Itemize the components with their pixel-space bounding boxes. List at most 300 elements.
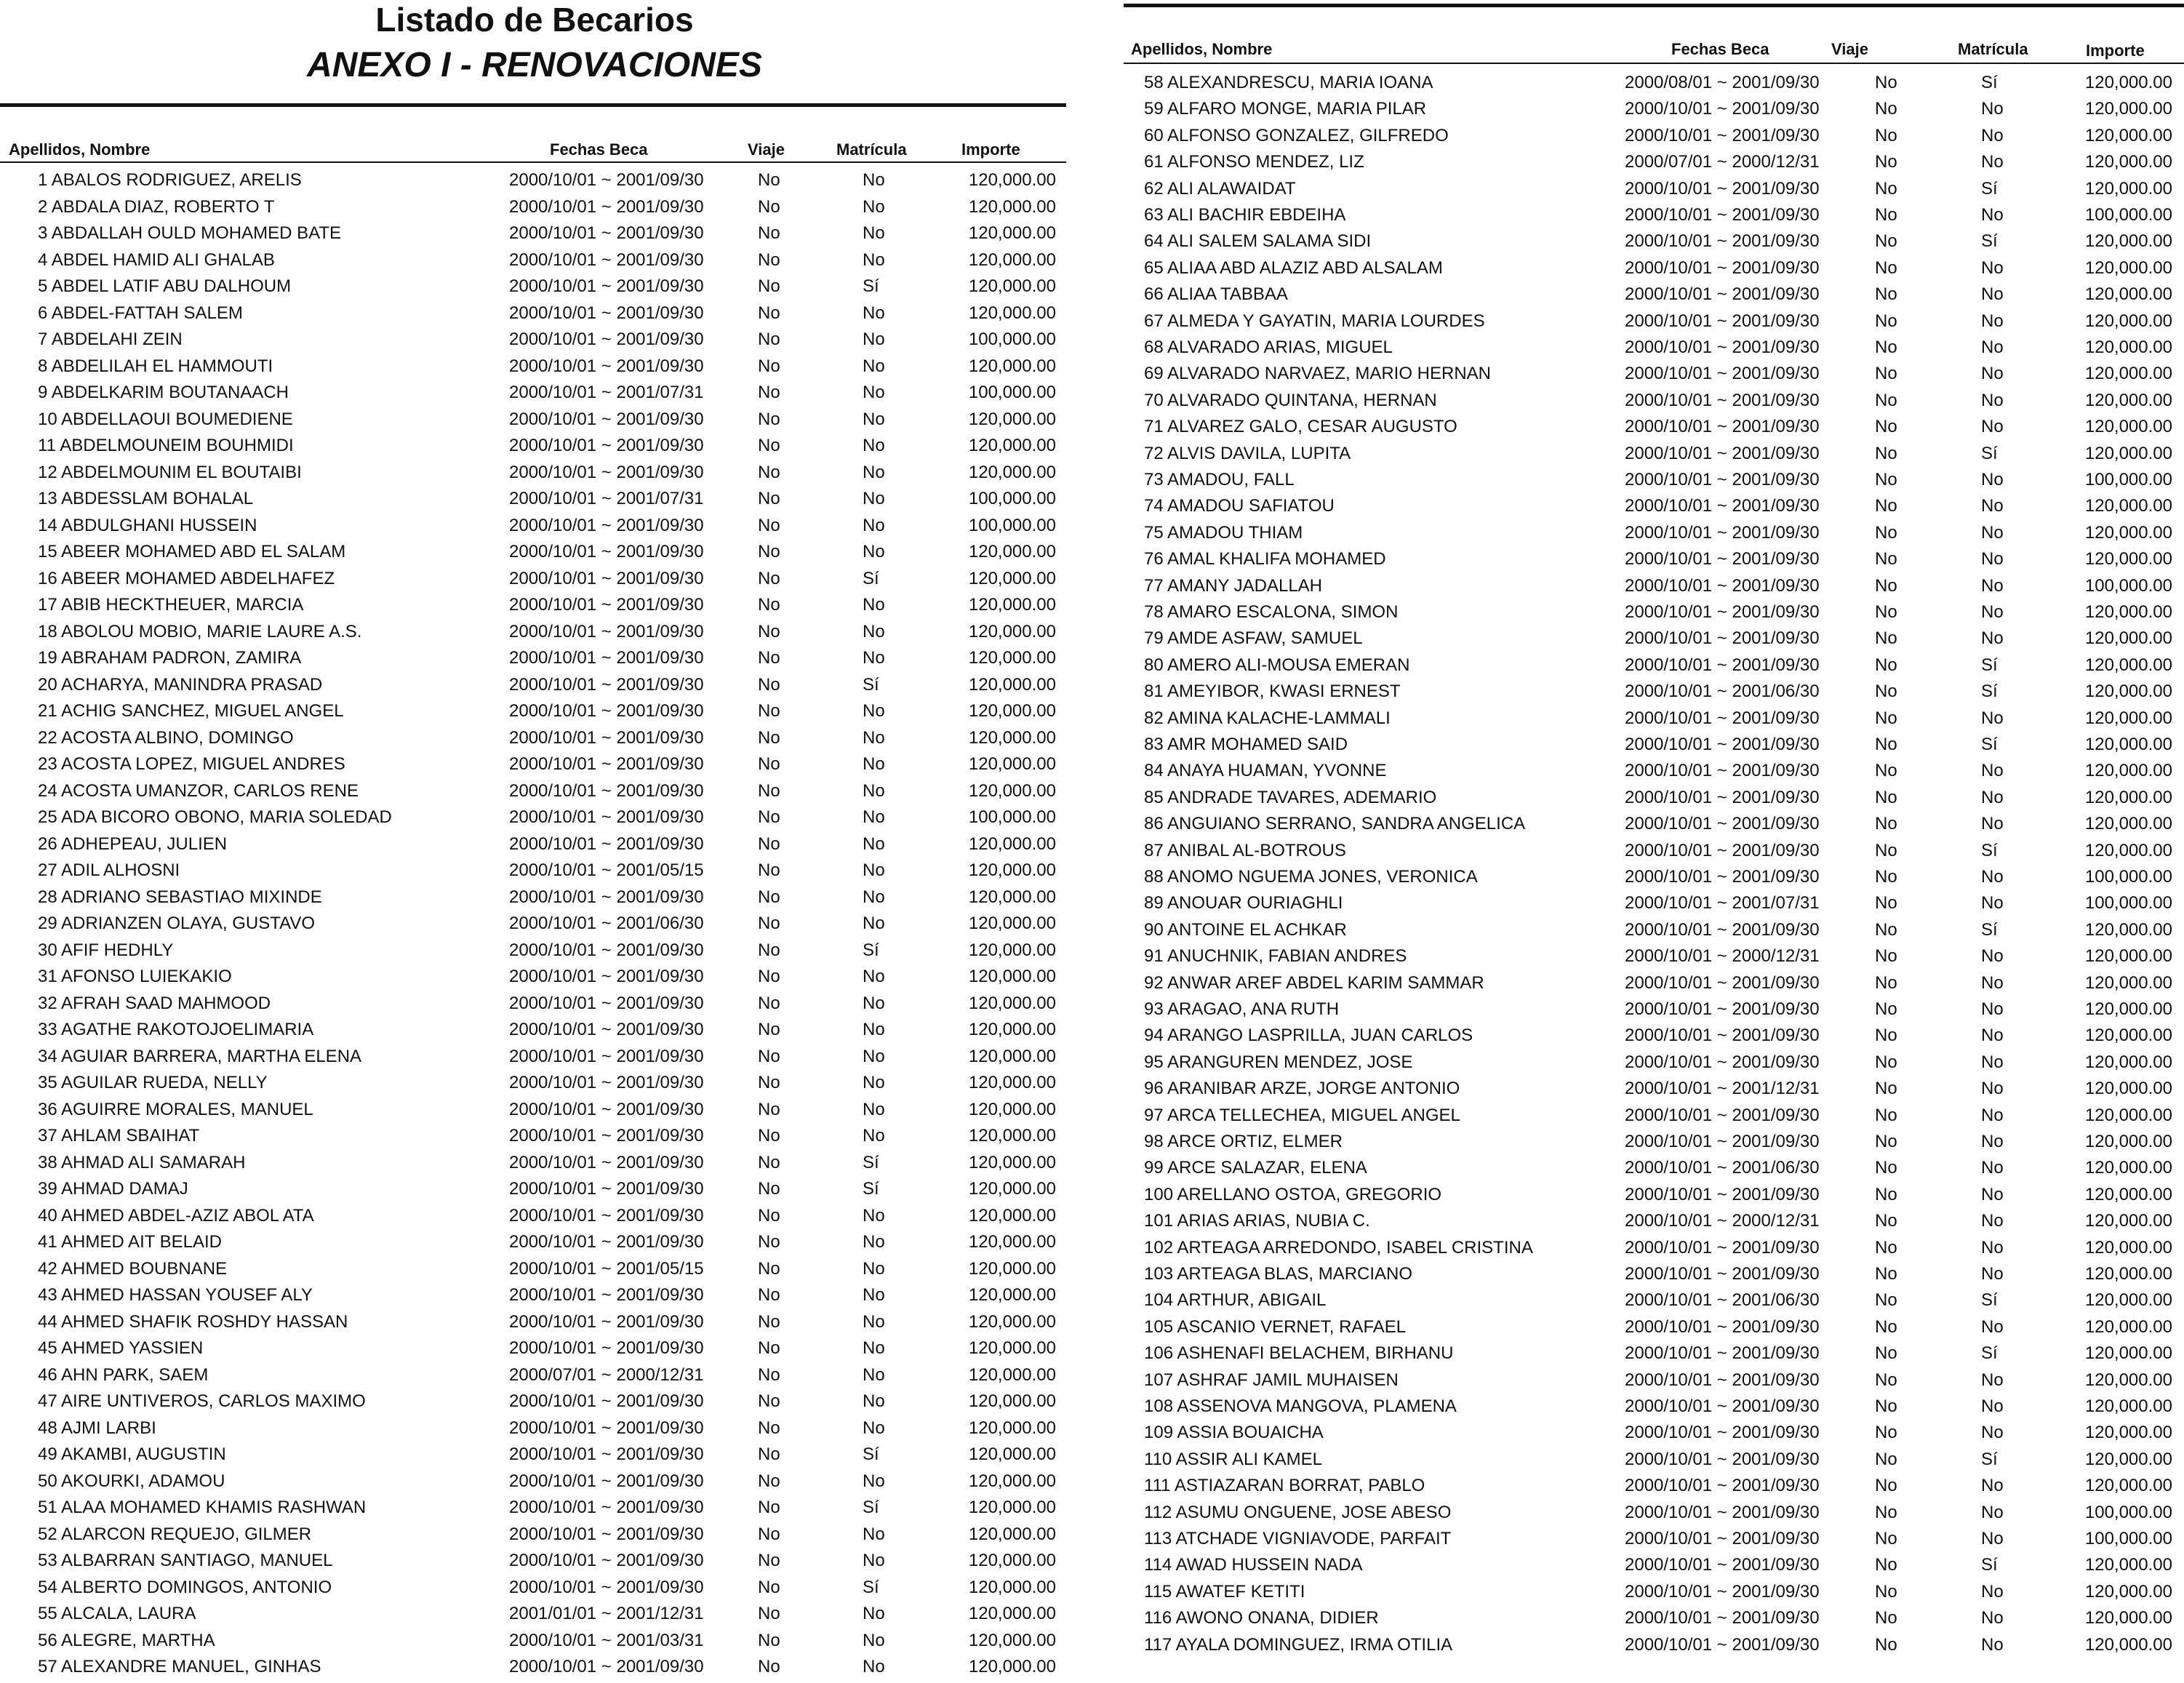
row-viaje: No	[1875, 1502, 1897, 1522]
row-viaje: No	[1875, 814, 1897, 834]
row-importe: 120,000.00	[2084, 1079, 2172, 1099]
table-row	[0, 999, 2184, 1026]
row-fechas: 2000/10/01 ~ 2001/09/30	[509, 1551, 704, 1570]
row-fechas: 2000/10/01 ~ 2001/09/30	[509, 568, 704, 588]
row-matricula: Sí	[1981, 840, 1998, 860]
table-row	[0, 1555, 2184, 1581]
row-name: 73 AMADOU, FALL	[1144, 470, 1295, 489]
row-fechas: 2000/10/01 ~ 2001/09/30	[1625, 1555, 1820, 1575]
row-matricula: Sí	[1981, 735, 1998, 754]
row-importe: 100,000.00	[2084, 867, 2172, 887]
row-fechas: 2000/10/01 ~ 2001/09/30	[1625, 999, 1820, 1019]
row-importe: 120,000.00	[968, 1444, 1056, 1464]
row-viaje: No	[1875, 708, 1897, 728]
row-name: 16 ABEER MOHAMED ABDELHAFEZ	[38, 568, 335, 588]
row-matricula: No	[863, 1073, 885, 1092]
row-fechas: 2000/10/01 ~ 2001/09/30	[509, 993, 704, 1013]
row-name: 24 ACOSTA UMANZOR, CARLOS RENE	[38, 780, 359, 801]
row-viaje: No	[1875, 1370, 1897, 1390]
page-title: Listado de Becarios	[375, 1, 694, 39]
row-viaje: No	[758, 595, 780, 615]
row-matricula: No	[1981, 628, 2004, 649]
row-name: 102 ARTEAGA ARREDONDO, ISABEL CRISTINA	[1144, 1237, 1533, 1258]
table-row	[0, 337, 2184, 364]
row-matricula: No	[1981, 1370, 2004, 1390]
table-row	[0, 391, 2184, 417]
row-matricula: No	[863, 1285, 885, 1305]
row-importe: 100,000.00	[2084, 1502, 2172, 1522]
row-matricula: No	[1981, 99, 2004, 119]
table-row	[0, 1343, 2184, 1370]
row-name: 95 ARANGUREN MENDEZ, JOSE	[1144, 1052, 1413, 1072]
row-matricula: No	[1981, 1476, 2004, 1496]
row-name: 110 ASSIR ALI KAMEL	[1144, 1449, 1323, 1469]
row-name: 37 AHLAM SBAIHAT	[38, 1126, 200, 1146]
row-name: 1 ABALOS RODRIGUEZ, ARELIS	[38, 170, 302, 190]
row-fechas: 2000/10/01 ~ 2001/09/30	[1625, 1343, 1820, 1364]
table-row	[0, 1238, 2184, 1264]
row-importe: 120,000.00	[2084, 1132, 2172, 1151]
row-name: 40 AHMED ABDEL-AZIZ ABOL ATA	[38, 1205, 314, 1226]
table-row	[0, 681, 2184, 708]
row-importe: 120,000.00	[968, 1524, 1056, 1544]
row-fechas: 2000/10/01 ~ 2001/09/30	[1625, 1316, 1820, 1337]
row-importe: 120,000.00	[2084, 496, 2172, 516]
row-importe: 120,000.00	[2084, 1290, 2172, 1311]
table-row	[0, 814, 2184, 840]
row-fechas: 2000/10/01 ~ 2001/09/30	[509, 648, 704, 668]
row-fechas: 2000/10/01 ~ 2001/09/30	[509, 515, 704, 535]
table-row	[0, 602, 2184, 628]
row-fechas: 2000/10/01 ~ 2001/09/30	[509, 1471, 704, 1491]
row-importe: 100,000.00	[2084, 470, 2172, 489]
row-importe: 120,000.00	[968, 303, 1056, 323]
row-name: 58 ALEXANDRESCU, MARIA IOANA	[1144, 73, 1433, 92]
row-matricula: No	[863, 1099, 885, 1119]
row-fechas: 2000/10/01 ~ 2001/09/30	[509, 409, 704, 429]
row-importe: 120,000.00	[2084, 73, 2172, 92]
row-matricula: No	[1981, 867, 2004, 887]
row-importe: 120,000.00	[2084, 1449, 2172, 1469]
row-matricula: Sí	[863, 940, 879, 960]
row-name: 99 ARCE SALAZAR, ELENA	[1144, 1158, 1367, 1178]
row-name: 54 ALBERTO DOMINGOS, ANTONIO	[38, 1577, 332, 1597]
row-name: 25 ADA BICORO OBONO, MARIA SOLEDAD	[38, 807, 392, 827]
row-viaje: No	[758, 993, 780, 1013]
row-fechas: 2000/10/01 ~ 2001/09/30	[1625, 178, 1820, 199]
row-name: 51 ALAA MOHAMED KHAMIS RASHWAN	[38, 1498, 367, 1517]
row-fechas: 2000/10/01 ~ 2001/09/30	[509, 249, 704, 270]
row-name: 28 ADRIANO SEBASTIAO MIXINDE	[38, 887, 322, 907]
row-matricula: No	[1981, 390, 2004, 410]
row-viaje: No	[758, 887, 780, 907]
row-name: 60 ALFONSO GONZALEZ, GILFREDO	[1144, 125, 1449, 145]
row-name: 52 ALARCON REQUEJO, GILMER	[38, 1524, 312, 1544]
row-matricula: No	[863, 701, 885, 721]
row-name: 32 AFRAH SAAD MAHMOOD	[38, 993, 271, 1013]
right-header-rule	[1124, 63, 2184, 64]
row-name: 115 AWATEF KETITI	[1144, 1581, 1305, 1602]
row-name: 69 ALVARADO NARVAEZ, MARIO HERNAN	[1144, 364, 1492, 384]
row-matricula: No	[1981, 999, 2004, 1019]
header-importe: Importe	[961, 140, 1020, 159]
row-name: 18 ABOLOU MOBIO, MARIE LAURE A.S.	[38, 621, 362, 641]
table-row	[0, 99, 2184, 125]
row-name: 109 ASSIA BOUAICHA	[1144, 1423, 1324, 1443]
row-matricula: No	[863, 409, 885, 429]
row-fechas: 2000/10/01 ~ 2001/09/30	[1625, 1529, 1820, 1548]
row-fechas: 2000/10/01 ~ 2001/03/31	[509, 1630, 704, 1650]
row-viaje: No	[758, 1444, 780, 1464]
row-viaje: No	[1875, 496, 1897, 516]
row-fechas: 2000/10/01 ~ 2001/09/30	[509, 1179, 704, 1199]
row-matricula: No	[1981, 364, 2004, 384]
row-matricula: No	[1981, 602, 2004, 622]
row-matricula: No	[1981, 1132, 2004, 1151]
row-name: 113 ATCHADE VIGNIAVODE, PARFAIT	[1144, 1529, 1452, 1548]
row-matricula: Sí	[863, 1577, 879, 1597]
row-fechas: 2000/10/01 ~ 2001/09/30	[509, 356, 704, 376]
row-importe: 120,000.00	[2084, 125, 2172, 145]
row-importe: 100,000.00	[2084, 1529, 2172, 1548]
row-fechas: 2000/10/01 ~ 2001/09/30	[1625, 1237, 1820, 1258]
row-importe: 120,000.00	[2084, 999, 2172, 1019]
row-fechas: 2000/10/01 ~ 2001/09/30	[1625, 284, 1820, 305]
row-importe: 120,000.00	[968, 833, 1056, 854]
row-name: 20 ACHARYA, MANINDRA PRASAD	[38, 674, 323, 695]
table-row	[0, 973, 2184, 999]
row-name: 57 ALEXANDRE MANUEL, GINHAS	[38, 1657, 321, 1676]
row-importe: 120,000.00	[2084, 814, 2172, 834]
table-row	[0, 735, 2184, 761]
row-importe: 120,000.00	[968, 568, 1056, 588]
header-viaje: Viaje	[1831, 40, 1868, 58]
row-name: 91 ANUCHNIK, FABIAN ANDRES	[1144, 946, 1407, 967]
row-importe: 120,000.00	[968, 1179, 1056, 1199]
row-matricula: No	[863, 1604, 885, 1623]
row-importe: 100,000.00	[968, 489, 1056, 508]
row-matricula: No	[1981, 1211, 2004, 1231]
row-name: 114 AWAD HUSSEIN NADA	[1144, 1555, 1363, 1575]
row-name: 56 ALEGRE, MARTHA	[38, 1630, 215, 1650]
row-name: 31 AFONSO LUIEKAKIO	[38, 967, 232, 986]
row-matricula: Sí	[863, 1179, 879, 1199]
row-name: 45 AHMED YASSIEN	[38, 1338, 204, 1358]
row-viaje: No	[1875, 1237, 1897, 1258]
row-importe: 120,000.00	[968, 648, 1056, 668]
row-viaje: No	[758, 1604, 780, 1623]
row-name: 41 AHMED AIT BELAID	[38, 1232, 222, 1252]
row-matricula: No	[863, 249, 885, 270]
row-name: 62 ALI ALAWAIDAT	[1144, 178, 1296, 199]
row-matricula: No	[863, 967, 885, 986]
row-matricula: No	[1981, 761, 2004, 781]
row-viaje: No	[758, 1498, 780, 1517]
row-importe: 120,000.00	[968, 409, 1056, 429]
row-name: 53 ALBARRAN SANTIAGO, MANUEL	[38, 1551, 333, 1570]
row-fechas: 2000/10/01 ~ 2001/09/30	[509, 1232, 704, 1252]
row-fechas: 2000/10/01 ~ 2001/06/30	[1625, 1158, 1820, 1178]
row-name: 83 AMR MOHAMED SAID	[1144, 735, 1348, 754]
row-viaje: No	[758, 1364, 780, 1385]
row-matricula: Sí	[863, 276, 879, 296]
row-fechas: 2000/10/01 ~ 2001/09/30	[1625, 522, 1820, 543]
row-fechas: 2000/10/01 ~ 2001/09/30	[1625, 231, 1820, 252]
row-name: 13 ABDESSLAM BOHALAL	[38, 489, 254, 508]
row-matricula: No	[863, 621, 885, 641]
table-row	[0, 1079, 2184, 1105]
row-name: 71 ALVAREZ GALO, CESAR AUGUSTO	[1144, 417, 1457, 437]
row-fechas: 2000/10/01 ~ 2001/09/30	[1625, 417, 1820, 437]
row-fechas: 2000/10/01 ~ 2001/09/30	[1625, 602, 1820, 622]
row-matricula: No	[863, 515, 885, 535]
table-row	[0, 179, 2184, 205]
row-importe: 120,000.00	[2084, 1423, 2172, 1443]
row-importe: 120,000.00	[968, 1020, 1056, 1039]
row-importe: 120,000.00	[968, 1258, 1056, 1279]
row-viaje: No	[1875, 125, 1897, 145]
row-importe: 120,000.00	[2084, 1316, 2172, 1337]
row-matricula: No	[1981, 257, 2004, 278]
table-row	[0, 576, 2184, 602]
row-matricula: No	[863, 462, 885, 482]
row-importe: 120,000.00	[968, 1364, 1056, 1385]
row-importe: 120,000.00	[2084, 1237, 2172, 1258]
row-name: 86 ANGUIANO SERRANO, SANDRA ANGELICA	[1144, 814, 1526, 834]
row-name: 90 ANTOINE EL ACHKAR	[1144, 919, 1347, 940]
header-name: Apellidos, Nombre	[9, 140, 151, 159]
row-fechas: 2000/10/01 ~ 2001/09/30	[1625, 814, 1820, 834]
row-fechas: 2000/10/01 ~ 2001/09/30	[509, 967, 704, 986]
header-importe: Importe	[2086, 41, 2145, 60]
row-viaje: No	[758, 1258, 780, 1279]
row-importe: 120,000.00	[968, 887, 1056, 907]
row-name: 9 ABDELKARIM BOUTANAACH	[38, 383, 289, 402]
row-name: 74 AMADOU SAFIATOU	[1144, 496, 1335, 516]
row-matricula: No	[1981, 284, 2004, 305]
row-fechas: 2000/10/01 ~ 2001/05/15	[509, 1258, 704, 1279]
row-name: 98 ARCE ORTIZ, ELMER	[1144, 1132, 1343, 1151]
row-importe: 120,000.00	[968, 1551, 1056, 1570]
row-viaje: No	[758, 1630, 780, 1650]
row-name: 80 AMERO ALI-MOUSA EMERAN	[1144, 655, 1410, 675]
row-matricula: No	[863, 1657, 885, 1676]
row-fechas: 2000/10/01 ~ 2001/09/30	[509, 542, 704, 561]
row-importe: 120,000.00	[968, 1311, 1056, 1332]
row-matricula: No	[863, 303, 885, 323]
row-fechas: 2000/10/01 ~ 2001/09/30	[509, 1126, 704, 1146]
row-importe: 120,000.00	[968, 1577, 1056, 1597]
row-importe: 100,000.00	[2084, 205, 2172, 225]
row-fechas: 2000/10/01 ~ 2000/12/31	[1625, 946, 1820, 967]
row-fechas: 2000/10/01 ~ 2001/09/30	[509, 1046, 704, 1066]
row-viaje: No	[758, 1046, 780, 1066]
row-matricula: No	[863, 595, 885, 615]
row-matricula: Sí	[1981, 73, 1998, 92]
row-name: 84 ANAYA HUAMAN, YVONNE	[1144, 761, 1387, 781]
row-fechas: 2000/10/01 ~ 2001/09/30	[1625, 257, 1820, 278]
row-matricula: No	[863, 1232, 885, 1252]
row-matricula: No	[863, 436, 885, 455]
row-matricula: No	[1981, 893, 2004, 914]
row-name: 29 ADRIANZEN OLAYA, GUSTAVO	[38, 914, 315, 933]
row-fechas: 2000/10/01 ~ 2001/09/30	[509, 727, 704, 748]
row-viaje: No	[758, 1099, 780, 1119]
row-importe: 120,000.00	[968, 276, 1056, 296]
row-viaje: No	[1875, 257, 1897, 278]
row-name: 85 ANDRADE TAVARES, ADEMARIO	[1144, 787, 1437, 807]
row-matricula: No	[1981, 1316, 2004, 1337]
row-importe: 120,000.00	[968, 1391, 1056, 1411]
row-viaje: No	[758, 542, 780, 561]
row-matricula: No	[863, 1258, 885, 1279]
row-viaje: No	[758, 1232, 780, 1252]
row-importe: 120,000.00	[2084, 946, 2172, 967]
row-importe: 120,000.00	[2084, 1264, 2172, 1284]
row-matricula: No	[863, 1311, 885, 1332]
row-viaje: No	[1875, 1396, 1897, 1416]
row-importe: 120,000.00	[968, 356, 1056, 376]
table-row	[0, 920, 2184, 946]
row-matricula: No	[863, 1630, 885, 1650]
row-name: 104 ARTHUR, ABIGAIL	[1144, 1290, 1327, 1311]
row-matricula: No	[863, 1364, 885, 1385]
table-row	[0, 364, 2184, 390]
row-name: 48 AJMI LARBI	[38, 1418, 156, 1438]
row-fechas: 2000/10/01 ~ 2001/09/30	[1625, 364, 1820, 384]
row-name: 77 AMANY JADALLAH	[1144, 575, 1323, 596]
row-matricula: No	[1981, 1502, 2004, 1522]
row-matricula: No	[863, 807, 885, 827]
row-fechas: 2000/10/01 ~ 2001/07/31	[1625, 893, 1820, 914]
table-row	[0, 284, 2184, 311]
row-name: 49 AKAMBI, AUGUSTIN	[38, 1444, 226, 1464]
row-viaje: No	[758, 1126, 780, 1146]
row-name: 70 ALVARADO QUINTANA, HERNAN	[1144, 390, 1437, 410]
row-fechas: 2000/10/01 ~ 2001/09/30	[509, 754, 704, 774]
row-importe: 120,000.00	[2084, 1052, 2172, 1072]
row-viaje: No	[758, 914, 780, 933]
row-importe: 100,000.00	[968, 383, 1056, 402]
row-fechas: 2000/10/01 ~ 2001/09/30	[1625, 549, 1820, 569]
row-viaje: No	[1875, 1026, 1897, 1046]
row-viaje: No	[1875, 470, 1897, 489]
row-fechas: 2000/10/01 ~ 2001/09/30	[1625, 337, 1820, 357]
row-name: 103 ARTEAGA BLAS, MARCIANO	[1144, 1264, 1413, 1284]
row-name: 65 ALIAA ABD ALAZIZ ABD ALSALAM	[1144, 257, 1443, 278]
row-name: 92 ANWAR AREF ABDEL KARIM SAMMAR	[1144, 972, 1484, 993]
row-viaje: No	[1875, 628, 1897, 649]
row-importe: 120,000.00	[2084, 655, 2172, 675]
row-fechas: 2000/10/01 ~ 2001/09/30	[509, 1498, 704, 1517]
row-fechas: 2000/10/01 ~ 2001/09/30	[509, 329, 704, 349]
row-importe: 100,000.00	[968, 515, 1056, 535]
row-viaje: No	[758, 1338, 780, 1358]
row-viaje: No	[758, 489, 780, 508]
row-name: 7 ABDELAHI ZEIN	[38, 329, 183, 349]
row-matricula: No	[863, 170, 885, 190]
row-fechas: 2000/10/01 ~ 2001/09/30	[1625, 1634, 1820, 1655]
row-name: 33 AGATHE RAKOTOJOELIMARIA	[38, 1020, 314, 1039]
row-matricula: No	[1981, 1423, 2004, 1443]
row-name: 10 ABDELLAOUI BOUMEDIENE	[38, 409, 293, 429]
row-viaje: No	[758, 780, 780, 801]
table-row	[0, 841, 2184, 867]
row-matricula: No	[1981, 125, 2004, 145]
row-viaje: No	[758, 967, 780, 986]
row-viaje: No	[1875, 364, 1897, 384]
row-importe: 120,000.00	[968, 1657, 1056, 1676]
row-fechas: 2000/10/01 ~ 2001/09/30	[509, 940, 704, 960]
row-matricula: No	[863, 860, 885, 880]
row-name: 111 ASTIAZARAN BORRAT, PABLO	[1144, 1476, 1425, 1496]
row-fechas: 2000/10/01 ~ 2001/09/30	[509, 1524, 704, 1544]
row-importe: 120,000.00	[968, 754, 1056, 774]
row-viaje: No	[1875, 522, 1897, 543]
table-row	[0, 152, 2184, 178]
table-row	[0, 1370, 2184, 1396]
row-name: 55 ALCALA, LAURA	[38, 1604, 196, 1623]
row-viaje: No	[1875, 1079, 1897, 1099]
row-fechas: 2000/10/01 ~ 2001/09/30	[1625, 867, 1820, 887]
row-importe: 120,000.00	[968, 1046, 1056, 1066]
row-matricula: No	[1981, 549, 2004, 569]
row-fechas: 2000/10/01 ~ 2001/09/30	[509, 1152, 704, 1172]
row-fechas: 2000/10/01 ~ 2001/09/30	[509, 1285, 704, 1305]
row-viaje: No	[758, 1657, 780, 1676]
row-name: 93 ARAGAO, ANA RUTH	[1144, 999, 1340, 1019]
row-viaje: No	[758, 621, 780, 641]
row-importe: 120,000.00	[2084, 1370, 2172, 1390]
row-importe: 120,000.00	[2084, 522, 2172, 543]
row-viaje: No	[758, 1551, 780, 1570]
table-row	[0, 1158, 2184, 1184]
table-row	[0, 470, 2184, 496]
row-matricula: No	[863, 1391, 885, 1411]
row-matricula: No	[863, 993, 885, 1013]
row-importe: 120,000.00	[968, 223, 1056, 243]
row-importe: 120,000.00	[968, 170, 1056, 190]
row-importe: 120,000.00	[968, 1205, 1056, 1226]
row-viaje: No	[1875, 1555, 1897, 1575]
row-importe: 120,000.00	[2084, 284, 2172, 305]
row-name: 59 ALFARO MONGE, MARIA PILAR	[1144, 99, 1427, 119]
row-fechas: 2000/10/01 ~ 2001/09/30	[1625, 1423, 1820, 1443]
row-viaje: No	[1875, 1423, 1897, 1443]
row-fechas: 2000/10/01 ~ 2001/09/30	[1625, 125, 1820, 145]
row-viaje: No	[758, 276, 780, 296]
row-fechas: 2000/10/01 ~ 2001/09/30	[509, 621, 704, 641]
row-matricula: No	[863, 648, 885, 668]
row-fechas: 2000/10/01 ~ 2001/09/30	[1625, 443, 1820, 463]
row-fechas: 2000/10/01 ~ 2001/09/30	[509, 1073, 704, 1092]
row-fechas: 2000/10/01 ~ 2001/07/31	[509, 489, 704, 508]
row-fechas: 2000/10/01 ~ 2001/09/30	[509, 887, 704, 907]
row-viaje: No	[1875, 1449, 1897, 1469]
row-matricula: Sí	[863, 568, 879, 588]
row-viaje: No	[758, 303, 780, 323]
row-fechas: 2000/10/01 ~ 2001/09/30	[1625, 575, 1820, 596]
row-importe: 120,000.00	[2084, 1396, 2172, 1416]
row-fechas: 2000/10/01 ~ 2001/09/30	[1625, 1105, 1820, 1125]
header-fechas: Fechas Beca	[1671, 40, 1769, 58]
row-viaje: No	[758, 860, 780, 880]
row-matricula: Sí	[1981, 919, 1998, 940]
row-fechas: 2000/10/01 ~ 2001/06/30	[1625, 1290, 1820, 1311]
row-matricula: Sí	[1981, 1449, 1998, 1469]
table-row	[0, 1608, 2184, 1634]
row-importe: 120,000.00	[2084, 735, 2172, 754]
